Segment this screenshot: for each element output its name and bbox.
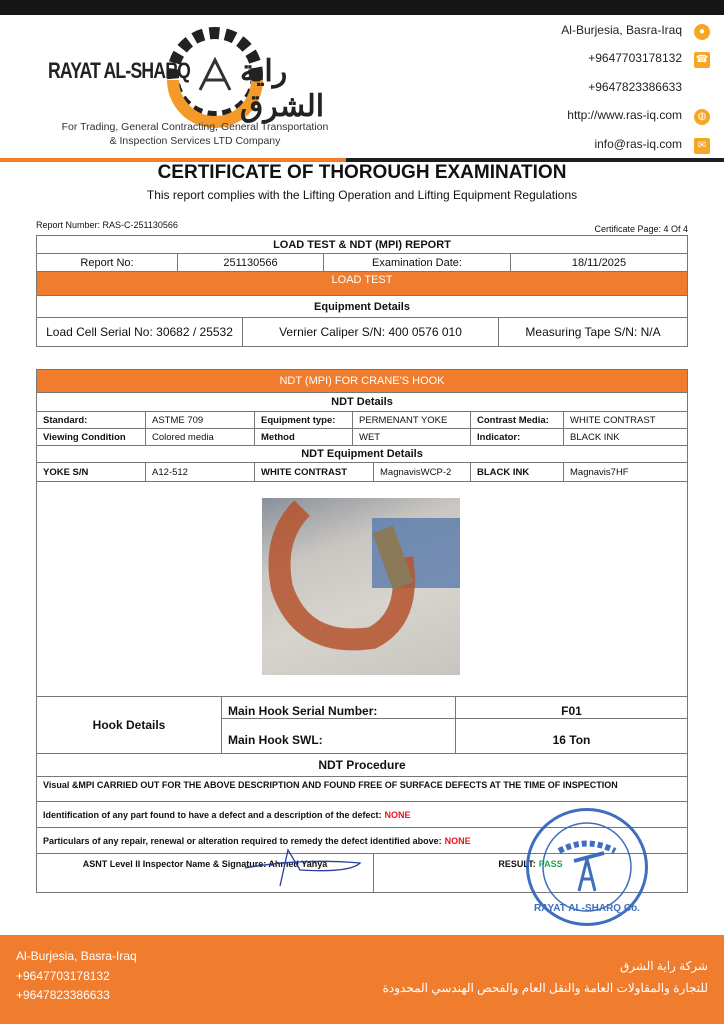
footer-address: Al-Burjesia, Basra-Iraq [16, 949, 137, 963]
load-test-header [36, 272, 688, 296]
hook-details-row [36, 697, 688, 754]
report-info-row [36, 254, 688, 272]
tagline [40, 120, 350, 148]
inspector-name: ASNT Level II Inspector Name & Signature: Ahmed Yahya [37, 854, 374, 892]
crane-hook-photo [262, 498, 460, 675]
equipment-row [36, 318, 688, 347]
identification-label: Identification of any part found to have a defect and a description of the defect: [43, 809, 382, 820]
report-no-label: Report No: [37, 254, 178, 271]
phone-icon: ☎ [694, 52, 710, 68]
stamp-emblem-icon [529, 811, 645, 923]
footer [0, 935, 724, 1024]
equipment-details-row [36, 296, 688, 318]
logo-text-ar: راية الشرق [240, 55, 325, 123]
ndt-details-row [36, 393, 688, 412]
ndt-equipment-row [36, 463, 688, 482]
logo-text-en: RAYAT AL-SHARQ [48, 58, 191, 83]
load-cell-serial: Load Cell Serial No: 30682 / 25532 [37, 318, 243, 346]
ndt-equipment-details-row [36, 446, 688, 463]
top-bar [0, 0, 724, 15]
footer-arabic-tagline: للتجارة والمقاولات العامة والنقل العام والفحص الهندسي المحدودة [382, 981, 708, 995]
contact-phone-2: +9647823386633 [588, 80, 682, 94]
company-stamp [526, 808, 648, 926]
white-contrast-value: MagnavisWCP-2 [374, 463, 471, 481]
load-test-label: LOAD TEST [331, 274, 393, 286]
ndt-equipment-details-heading: NDT Equipment Details [301, 448, 423, 460]
equipment-details-heading: Equipment Details [314, 300, 410, 313]
exam-date-label: Examination Date: [324, 254, 511, 271]
viewing-condition-label: Viewing Condition [37, 429, 146, 445]
result-label: RESULT: [498, 859, 536, 869]
visual-row [36, 777, 688, 802]
result-value: PASS [538, 859, 563, 869]
ndt-details-row-1 [36, 412, 688, 429]
equipment-type-label: Equipment type: [255, 412, 353, 428]
report-number: Report Number: RAS-C-251130566 [36, 220, 178, 230]
contact-address: Al-Burjesia, Basra-Iraq [561, 23, 682, 37]
standard-value: ASTME 709 [146, 412, 255, 428]
report-no-value: 251130566 [178, 254, 324, 271]
vernier-caliper-serial: Vernier Caliper S/N: 400 0576 010 [243, 318, 499, 346]
contrast-media-value: WHITE CONTRAST [570, 414, 656, 426]
contact-email[interactable]: info@ras-iq.com [594, 137, 682, 151]
contact-website[interactable]: http://www.ras-iq.com [567, 108, 682, 122]
yoke-sn-value: A12-512 [146, 463, 255, 481]
black-ink-value: Magnavis7HF [570, 466, 629, 478]
equipment-type-value: PERMENANT YOKE [353, 412, 471, 428]
load-report-heading: LOAD TEST & NDT (MPI) REPORT [273, 238, 451, 251]
viewing-condition-value: Colored media [146, 429, 255, 445]
indicator-value: BLACK INK [570, 431, 620, 443]
ndt-details-row-2 [36, 429, 688, 446]
identification-value: NONE [384, 809, 411, 820]
hook-serial-label: Main Hook Serial Number: [222, 704, 455, 719]
footer-contacts [16, 947, 137, 1006]
contact-phone-1: +9647703178132 [588, 51, 682, 65]
measuring-tape-serial: Measuring Tape S/N: N/A [525, 325, 661, 339]
hook-swl-label: Main Hook SWL: [228, 732, 323, 747]
page-subtitle: This report complies with the Lifting Operation and Lifting Equipment Regulations [146, 188, 578, 202]
page-title: CERTIFICATE OF THOROUGH EXAMINATION [157, 162, 567, 183]
hook-serial-value: F01 [456, 704, 687, 719]
footer-phone-1: +9647703178132 [16, 968, 110, 983]
tagline-line-2: & Inspection Services LTD Company [109, 135, 281, 147]
yoke-sn-label: YOKE S/N [37, 463, 146, 481]
load-report-heading-row [36, 235, 688, 254]
location-pin-icon: ● [694, 24, 710, 40]
ndt-heading: NDT (MPI) FOR CRANE'S HOOK [279, 375, 445, 387]
footer-arabic [383, 955, 708, 999]
method-label: Method [255, 429, 353, 445]
ndt-header [36, 369, 688, 393]
signature [240, 848, 370, 888]
company-logo [40, 20, 350, 150]
ndt-details-heading: NDT Details [331, 396, 393, 408]
indicator-label: Indicator: [471, 429, 564, 445]
svg-text:RAYAT AL-SHARQ Co.: RAYAT AL-SHARQ Co. [534, 903, 640, 914]
hook-swl-value: 16 Ton [552, 732, 591, 747]
white-contrast-label: WHITE CONTRAST [255, 463, 374, 481]
visual-statement: Visual &MPI CARRIED OUT FOR THE ABOVE DESCRIPTION AND FOUND FREE OF SURFACE DEFECTS AT THE TIME OF INSPECTION [43, 780, 618, 790]
mail-icon: ✉ [694, 138, 710, 154]
contrast-media-label: Contrast Media: [471, 412, 564, 428]
certificate-page: Certificate Page: 4 Of 4 [594, 224, 688, 234]
footer-arabic-name: شركة راية الشرق [619, 959, 708, 973]
tagline-line-1: For Trading, General Contracting, General Transportation [61, 121, 329, 133]
hook-details-label: Hook Details [37, 697, 222, 753]
method-value: WET [353, 429, 471, 445]
exam-date-value: 18/11/2025 [571, 256, 627, 269]
black-ink-label: BLACK INK [471, 463, 564, 481]
standard-label: Standard: [37, 412, 146, 428]
particulars-label: Particulars of any repair, renewal or alteration required to remedy the defect identified above: [43, 835, 442, 846]
ndt-procedure-row [36, 754, 688, 777]
globe-icon: ◍ [694, 109, 710, 125]
footer-phone-2: +9647823386633 [16, 988, 110, 1002]
particulars-value: NONE [444, 835, 471, 846]
ndt-procedure-heading: NDT Procedure [318, 758, 406, 772]
hook-image-icon [262, 498, 460, 675]
